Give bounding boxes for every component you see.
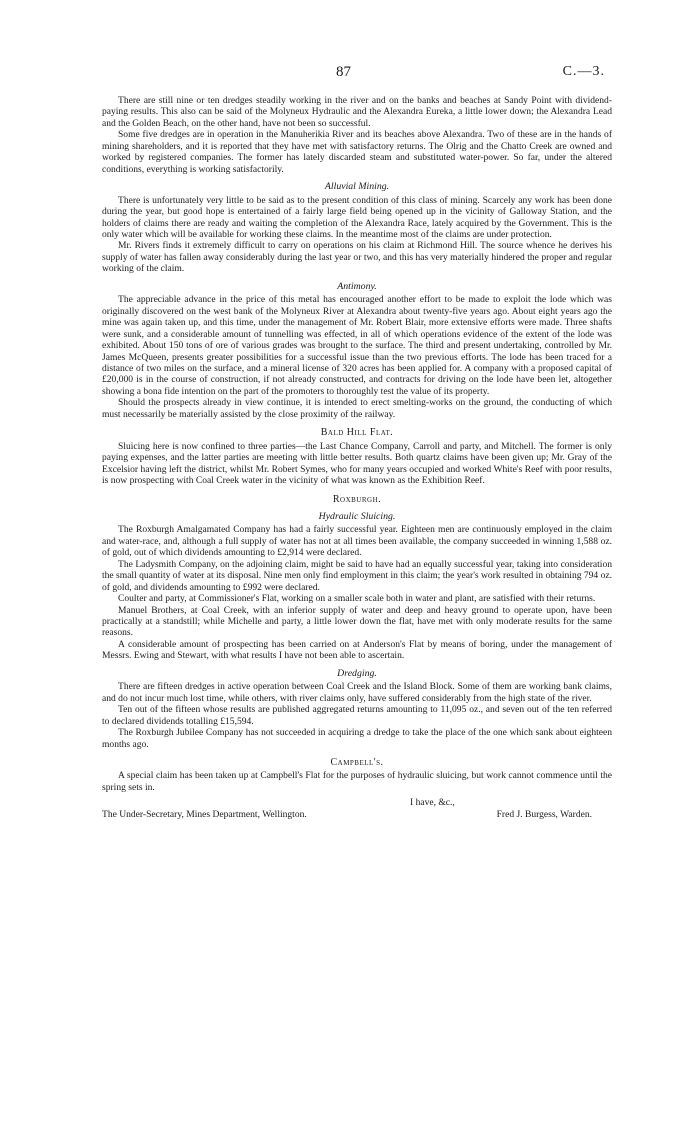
paragraph: Ten out of the fifteen whose results are published aggregated returns amounting to 11,095 oz., and seven out of the ten referred to declared dividends totalling £15,594. — [102, 704, 612, 727]
document-reference: C.—3. — [562, 64, 605, 79]
paragraph: The appreciable advance in the price of this metal has encouraged another effort to be made to exploit the lode which was originally discovered on the west bank of the Molyneux River at Alexandra about twenty-five years ago. About eight years ago the mine was again taken up, and this time, under the management of Mr. Robert Blair, more extensive efforts were made. Three shafts were sunk, and a considerable amount of tunnelling was effected, in all of which operations evidence of the extent of the lode was exhibited. About 150 tons of ore of various grades was brought to the surface. The third and present undertaking, controlled by Mr. James McQueen, presents greater possibilities for a successful issue than the two previous efforts. The lode has been traced for a distance of two miles on the surface, and a mineral license of 320 acres has been applied for. A company with a proposed capital of £20,000 is in the course of construction, if not already constructed, and contracts for driving on the lode have been let, altogether showing a bona fide intention on the part of the promoters to thoroughly test the value of its property. — [102, 294, 612, 397]
paragraph: Some five dredges are in operation in the Manuherikia River and its beaches above Alexandra. Two of these are in the hands of mining shareholders, and it is reported that they have met with satisfactory returns. The Olrig and the Chatto Creek are owned and worked by registered companies. The former has lately discarded steam and substituted water-power. So far, under the altered conditions, everything is working satisfactorily. — [102, 129, 612, 175]
section-subheading: Antimony. — [337, 280, 377, 292]
section-heading: Bald Hill Flat. — [320, 427, 394, 439]
report-body — [102, 95, 612, 820]
section-heading: Roxburgh. — [332, 493, 382, 505]
paragraph: The Roxburgh Amalgamated Company has had a fairly successful year. Eighteen men are continuously employed in the claim and water-race, and, although a full supply of water has not at all times been available, the company succeeded in winning 1,588 oz. of gold, out of which dividends amounting to £2,914 were declared. — [102, 524, 612, 559]
page-header — [0, 64, 700, 82]
paragraph: There is unfortunately very little to be said as to the present condition of this class of mining. Scarcely any work has been done during the year, but good hope is entertained of a fairly large field being opened up in the vicinity of Galloway Station, and the holders of claims there are ready and waiting the completion of the Alexandra Race, lately acquired by the Government. This is the only water which will be available for working these claims. In the meantime most of the claims are under protection. — [102, 194, 612, 240]
signatory: Fred J. Burgess, Warden. — [496, 808, 592, 820]
section-subheading: Dredging. — [337, 667, 377, 679]
closing-block — [102, 797, 612, 820]
section-subheading: Alluvial Mining. — [324, 181, 390, 193]
page-number: 87 — [336, 64, 351, 80]
paragraph: Manuel Brothers, at Coal Creek, with an inferior supply of water and deep and heavy ground to operate upon, have been practically at a standstill; while Michelle and party, a little lower down the flat, have met with only moderate results for the same reasons. — [102, 604, 612, 639]
section-subheading: Hydraulic Sluicing. — [318, 510, 396, 522]
signature-line — [102, 809, 612, 820]
paragraph: There are still nine or ten dredges steadily working in the river and on the banks and beaches at Sandy Point with dividend-paying results. This also can be said of the Molyneux Hydraulic and the Alexandra Eureka, a little lower down; the Alexandra Lead and the Golden Beach, on the other hand, have not been so successful. — [102, 95, 612, 129]
addressee: The Under-Secretary, Mines Department, Wellington. — [102, 808, 307, 820]
section-heading: Campbell's. — [330, 757, 384, 769]
paragraph: Should the prospects already in view continue, it is intended to erect smelting-works on the ground, the conducting of which must necessarily be materially assisted by the close proximity of the railway. — [102, 397, 612, 420]
paragraph: Coulter and party, at Commissioner's Flat, working on a smaller scale both in water and plant, are satisfied with their returns. — [118, 593, 596, 605]
paragraph: Sluicing here is now confined to three parties—the Last Chance Company, Carroll and party, and Mitchell. The former is only paying expenses, and the latter parties are meeting with little better results. Both quartz claims have been given up; Mr. Gray of the Excelsior having left the district, whilst Mr. Robert Symes, who for many years occupied and worked White's Reef with poor results, is now prospecting with Coal Creek water in the vicinity of what was known as the Exhibition Reef. — [102, 440, 612, 487]
paragraph: The Ladysmith Company, on the adjoining claim, might be said to have had an equally successful year, taking into consideration the small quantity of water at its disposal. Nine men only find employment in this claim; the year's work resulted in obtaining 794 oz. of gold, and dividends amounting to £992 were declared. — [102, 558, 612, 593]
paragraph: The Roxburgh Jubilee Company has not succeeded in acquiring a dredge to take the place of the one which sank about eighteen months ago. — [102, 727, 612, 750]
paragraph: A considerable amount of prospecting has been carried on at Anderson's Flat by means of boring, under the management of Messrs. Ewing and Stewart, with what results I have not been able to ascertain. — [102, 638, 612, 662]
paragraph: There are fifteen dredges in active operation between Coal Creek and the Island Block. Some of them are working bank claims, and do not incur much lost time, while others, with river claims only, have suffered considerably from the high state of the river. — [102, 681, 612, 704]
paragraph: A special claim has been taken up at Campbell's Flat for the purposes of hydraulic sluicing, but work cannot commence until the spring sets in. — [102, 770, 612, 793]
paragraph: Mr. Rivers finds it extremely difficult to carry on operations on his claim at Richmond Hill. The source whence he derives his supply of water has fallen away considerably during the last year or two, and this has very materially hindered the proper and regular working of the claim. — [102, 240, 612, 275]
salutation: I have, &c., — [410, 797, 455, 809]
